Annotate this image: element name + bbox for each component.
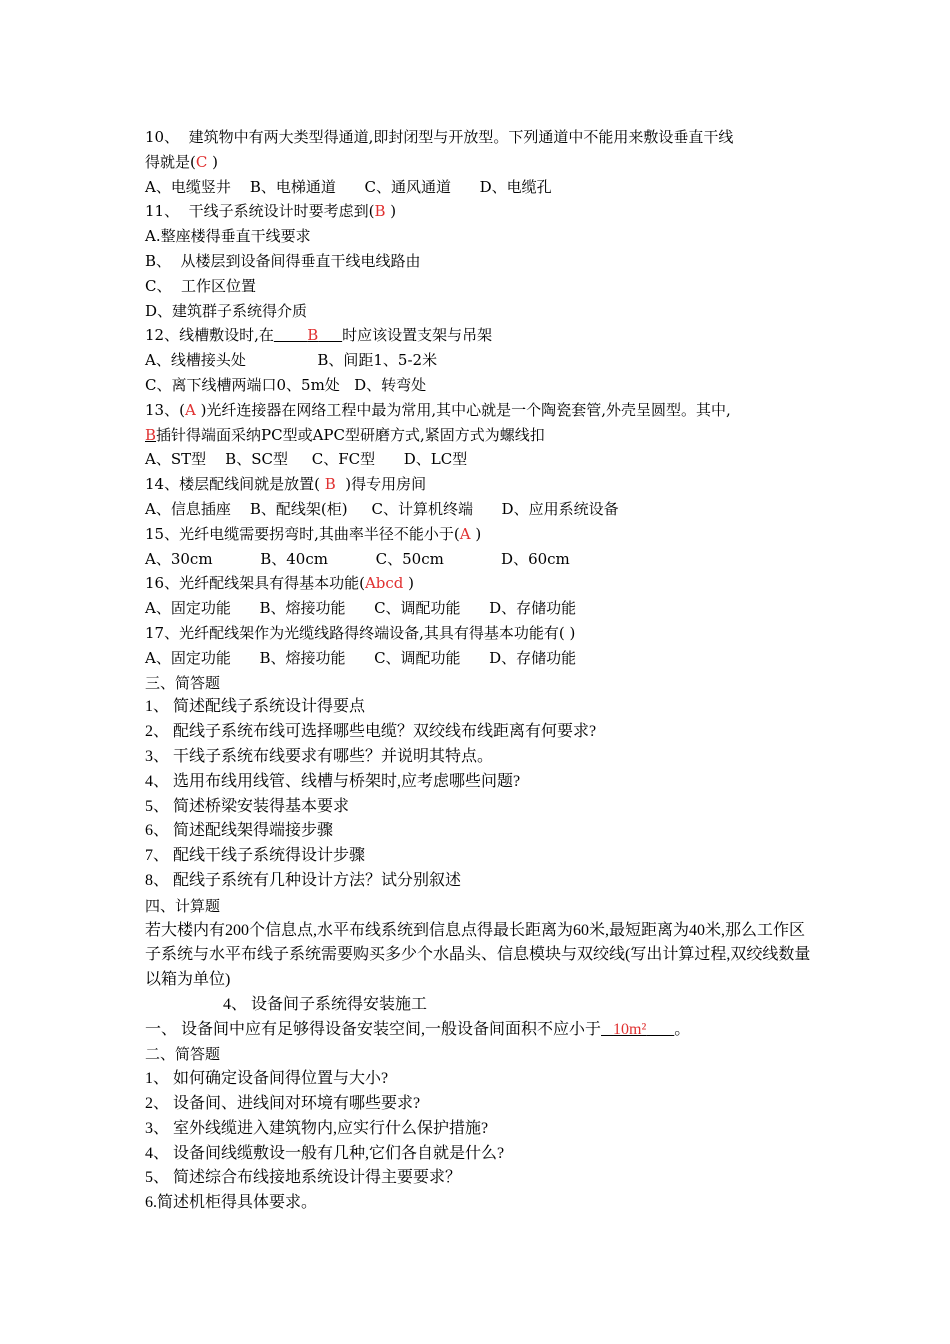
document-body — [145, 125, 815, 1216]
chapter-4-item-2: 2、 设备间、进线间对环境有哪些要求? — [145, 1095, 421, 1113]
question-13-answer-1: A — [184, 400, 196, 419]
question-12-answer: B — [307, 326, 319, 345]
question-11-answer: B — [374, 202, 386, 221]
question-16-answer: Abcd — [364, 574, 404, 593]
question-14-answer: B — [324, 475, 336, 494]
question-12 — [145, 323, 815, 348]
chapter-4-heading: 4、 设备间子系统得安装施工 — [223, 995, 428, 1013]
question-12-options-1: A、线槽接头处 B、间距1、5-2米 — [145, 351, 438, 370]
question-11-option-a: A.整座楼得垂直干线要求 — [145, 227, 311, 246]
question-16 — [145, 571, 815, 596]
question-12-text: 12、线槽敷设时,在 — [145, 326, 274, 345]
question-16-close: ) — [403, 574, 415, 593]
fill-answer: 10m² — [613, 1020, 647, 1038]
question-15 — [145, 522, 815, 547]
question-10-line1: 10、 建筑物中有两大类型得通道,即封闭型与开放型。下列通道中不能用来敷设垂直干线 — [145, 128, 734, 146]
question-13-tail: 插针得端面采纳PC型或APC型研磨方式,紧固方式为螺线扣 — [156, 425, 545, 444]
section-3-item-4: 4、 选用布线用线管、线槽与桥架时,应考虑哪些问题? — [145, 772, 521, 790]
question-16-options: A、固定功能 B、熔接功能 C、调配功能 D、存储功能 — [145, 599, 577, 618]
question-12-blank-left — [274, 326, 307, 344]
section-3-item-2: 2、 配线子系统布线可选择哪些电缆？双绞线布线距离有何要求? — [145, 723, 597, 741]
section-3-title: 三、简答题 — [145, 673, 221, 692]
question-13-options: A、ST型 B、SC型 C、FC型 D、LC型 — [145, 450, 468, 469]
question-17-options: A、固定功能 B、熔接功能 C、调配功能 D、存储功能 — [145, 648, 577, 667]
question-10-line2 — [145, 150, 815, 175]
question-13-line2 — [145, 423, 815, 448]
question-11 — [145, 199, 815, 224]
question-11-option-b: B、 从楼层到设备间得垂直干线电线路由 — [145, 251, 421, 270]
question-14-options: A、信息插座 B、配线架(柜) C、计算机终端 D、应用系统设备 — [145, 499, 619, 518]
section-3-item-8: 8、 配线子系统有几种设计方法？试分别叙述 — [145, 871, 462, 889]
question-15-options: A、30cm B、40cm C、50cm D、60cm — [145, 549, 570, 568]
section-3-item-7: 7、 配线干线子系统得设计步骤 — [145, 847, 366, 865]
question-16-text: 16、光纤配线架具有得基本功能( — [145, 574, 365, 593]
question-14-text: 14、楼层配线间就是放置( — [145, 475, 325, 494]
question-10-text: 得就是( — [145, 152, 196, 171]
question-13-answer-2: B — [145, 425, 157, 444]
question-15-answer: A — [459, 524, 471, 543]
chapter-4-item-4: 4、 设备间线缆敷设一般有几种,它们各自就是什么? — [145, 1144, 505, 1162]
question-11-option-c: C、 工作区位置 — [145, 276, 257, 295]
question-14 — [145, 472, 815, 497]
question-11-text: 11、 干线子系统设计时要考虑到( — [145, 202, 375, 221]
question-13-text: 13、( — [145, 400, 185, 419]
question-15-close: ) — [470, 524, 482, 543]
question-17: 17、光纤配线架作为光缆线路得终端设备,其具有得基本功能有( ) — [145, 623, 576, 642]
section-3-item-1: 1、 简述配线子系统设计得要点 — [145, 698, 366, 716]
fill-question-text: 一、 设备间中应有足够得设备安装空间,一般设备间面积不应小于 — [145, 1020, 602, 1038]
section-3-item-5: 5、 简述桥梁安装得基本要求 — [145, 797, 350, 815]
section-4-text: 若大楼内有200个信息点,水平布线系统到信息点得最长距离为60米,最短距离为40米,那么工作区子系统与水平布线子系统需要购买多少个水晶头、信息模块与双绞线(写出计算过程,双绞线数量以箱为单位) — [145, 921, 811, 989]
question-12-options-2: C、离下线槽两端口0、5m处 D、转弯处 — [145, 375, 427, 394]
section-3-item-3: 3、 干线子系统布线要求有哪些？并说明其特点。 — [145, 747, 494, 765]
fill-blank-right — [646, 1021, 674, 1038]
question-13-body: )光纤连接器在网络工程中最为常用,其中心就是一个陶瓷套管,外壳呈圆型。其中, — [195, 400, 731, 419]
question-13-line1 — [145, 398, 815, 423]
section-3-item-6: 6、 简述配线架得端接步骤 — [145, 822, 334, 840]
chapter-4-item-6: 6.简述机柜得具体要求。 — [145, 1194, 318, 1212]
question-12-tail: 时应该设置支架与吊架 — [342, 326, 493, 345]
chapter-4-item-5: 5、 简述综合布线接地系统设计得主要要求？ — [145, 1169, 462, 1187]
chapter-4-item-3: 3、 室外线缆进入建筑物内,应实行什么保护措施? — [145, 1119, 489, 1137]
section-4-title: 四、计算题 — [145, 896, 221, 915]
question-10-answer: C — [195, 152, 208, 171]
fill-question-end: 。 — [674, 1020, 691, 1038]
chapter-4-qa-title: 二、简答题 — [145, 1045, 221, 1064]
chapter-4-item-1: 1、 如何确定设备间得位置与大小? — [145, 1070, 389, 1088]
question-14-tail: )得专用房间 — [335, 475, 427, 494]
question-11-option-d: D、建筑群子系统得介质 — [145, 301, 308, 320]
fill-blank-left — [601, 1021, 613, 1038]
question-10-options: A、电缆竖井 B、电梯通道 C、通风通道 D、电缆孔 — [145, 177, 552, 196]
chapter-4-fill-question — [145, 1018, 815, 1043]
question-15-text: 15、光纤电缆需要拐弯时,其曲率半径不能小于( — [145, 524, 460, 543]
question-11-close: ) — [385, 202, 397, 221]
question-10-close: ) — [207, 152, 218, 171]
question-12-blank-right — [318, 326, 342, 344]
